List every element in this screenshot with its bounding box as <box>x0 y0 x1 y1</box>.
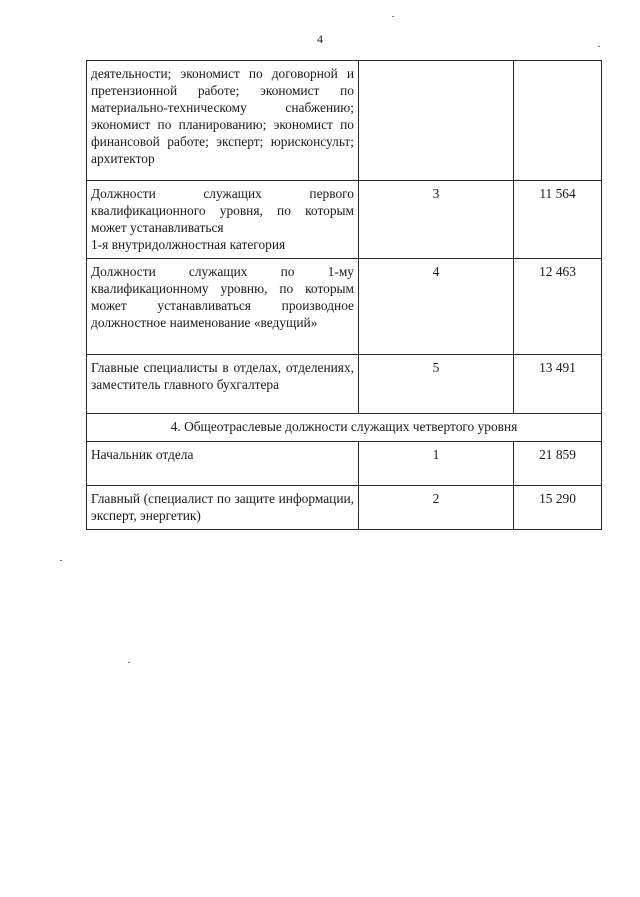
salary-cell: 12 463 <box>514 259 602 355</box>
scan-speck <box>598 46 600 47</box>
table-row <box>87 61 602 181</box>
salary-table <box>86 60 602 530</box>
table-row <box>87 486 602 530</box>
scan-speck <box>392 16 394 17</box>
qualification-level-cell: 5 <box>359 355 514 414</box>
section-header-row <box>87 414 602 442</box>
position-name-cell: Главный (специалист по защите информации, эксперт, энергетик) <box>87 486 359 530</box>
salary-cell: 13 491 <box>514 355 602 414</box>
position-name-cell: деятельности; экономист по договорной и претензионной работе; экономист по материально-техническому снабжению; экономист по планированию; экономист по финансовой работе; эксперт; юрисконсульт; архитектор <box>87 61 359 181</box>
table-row <box>87 259 602 355</box>
scan-speck <box>60 560 62 561</box>
table-row <box>87 181 602 259</box>
position-name-cell: Главные специалисты в отделах, отделениях, заместитель главного бухгалтера <box>87 355 359 414</box>
section-title: 4. Общеотраслевые должности служащих четвертого уровня <box>87 414 602 442</box>
table-row <box>87 442 602 486</box>
position-name-cell <box>87 181 359 259</box>
position-name-cell: Должности служащих по 1-му квалификационному уровню, по которым может устанавливаться производное должностное наименование «ведущий» <box>87 259 359 355</box>
qualification-level-cell: 4 <box>359 259 514 355</box>
position-name-text: Должности служащих первого квалификационного уровня, по которым может устанавливаться <box>91 186 354 235</box>
table-row <box>87 355 602 414</box>
position-name-extra: 1-я внутридолжностная категория <box>91 237 286 252</box>
qualification-level-cell: 3 <box>359 181 514 259</box>
qualification-level-cell: 2 <box>359 486 514 530</box>
scan-speck <box>128 662 130 663</box>
salary-cell: 21 859 <box>514 442 602 486</box>
page-number: 4 <box>317 32 323 46</box>
qualification-level-cell <box>359 61 514 181</box>
salary-cell: 11 564 <box>514 181 602 259</box>
salary-cell <box>514 61 602 181</box>
qualification-level-cell: 1 <box>359 442 514 486</box>
position-name-cell: Начальник отдела <box>87 442 359 486</box>
salary-cell: 15 290 <box>514 486 602 530</box>
